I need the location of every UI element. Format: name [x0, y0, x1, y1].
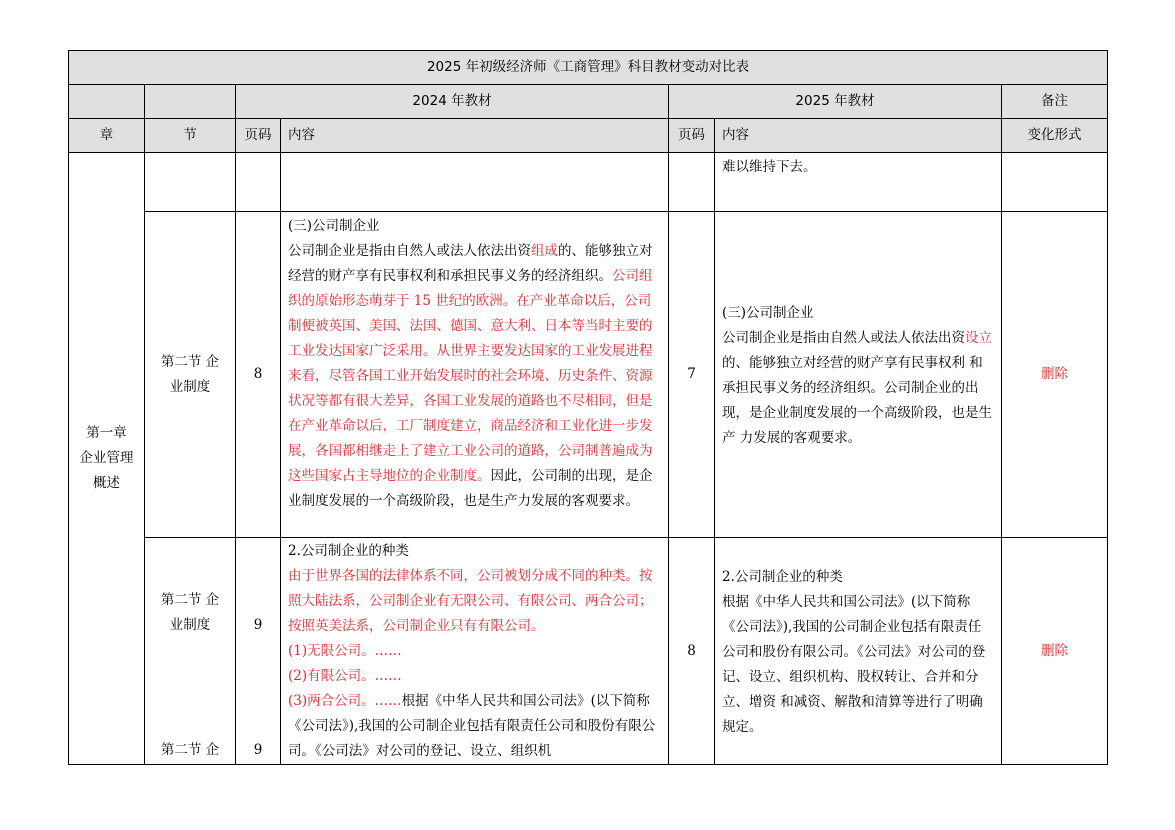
- header-change-type: 变化形式: [1002, 119, 1108, 153]
- header-note: 备注: [1002, 85, 1108, 119]
- section-cell: 第二节 企 业制度 第二节 企: [145, 538, 236, 765]
- change-type-cell: 删除: [1002, 212, 1108, 538]
- comparison-table: [68, 50, 1108, 765]
- chapter-cell: 第一章 企业管理 概述: [69, 153, 145, 765]
- change-type-cell: 删除: [1002, 538, 1108, 765]
- table-row: [69, 212, 1108, 538]
- page-2024-cell: 9 9: [236, 538, 281, 765]
- header-2024-textbook: 2024 年教材: [236, 85, 669, 119]
- table-title: 2025 年初级经济师《工商管理》科目教材变动对比表: [69, 51, 1108, 85]
- header-content-2025: 内容: [715, 119, 1002, 153]
- table-row: [69, 153, 1108, 212]
- header-content-2024: 内容: [281, 119, 669, 153]
- header-page-2025: 页码: [669, 119, 715, 153]
- header-2025-textbook: 2025 年教材: [669, 85, 1002, 119]
- page-2024-cell: 8: [236, 212, 281, 538]
- header-page-2024: 页码: [236, 119, 281, 153]
- section-cell: 第二节 企 业制度: [145, 212, 236, 538]
- content-2024-cell: (三)公司制企业 公司制企业是指由自然人或法人依法出资组成的、能够独立对经营的财产享有民事权利和承担民事义务的经济组织。公司组织的原始形态萌芽于 15 世纪的欧洲。在产业革命以后，公司制便被英国、美国、法国、德国、意大利、日本等当时主要的工业发达国家广泛采用。从世界主要发达国家的工业发展进程来看，尽管各国工业开始发展时的社会环境、历史条件、资源状况等都有很大差异，各国工业发展的道路也不尽相同，但是在产业革命以后，工厂制度建立，商品经济和工业化进一步发展，各国都相继走上了建立工业公司的道路，公司制普遍成为这些国家占主导地位的企业制度。因此，公司制的出现，是企业制度发展的一个高级阶段，也是生产力发展的客观要求。: [281, 212, 669, 538]
- content-2025-cell: (三)公司制企业 公司制企业是指由自然人或法人依法出资设立的、能够独立对经营的财产享有民事权利 和承担民事义务的经济组织。公司制企业的出现，是企业制度发展的一个高级阶段，也是生产 力发展的客观要求。: [715, 212, 1002, 538]
- page-2025-cell: 7: [669, 212, 715, 538]
- header-section: 节: [145, 119, 236, 153]
- page-2025-cell: 8: [669, 538, 715, 765]
- table-row: [69, 538, 1108, 765]
- content-2024-cell: 2.公司制企业的种类 由于世界各国的法律体系不同，公司被划分成不同的种类。按照大陆法系，公司制企业有无限公司、有限公司、两合公司；按照英美法系，公司制企业只有有限公司。 (1)无限公司。…… (2)有限公司。…… (3)两合公司。……根据《中华人民共和国公司法》(以下简称《公司法》),我国的公司制企业包括有限责任公司和股份有限公司。《公司法》对公司的登记、设立、组织机: [281, 538, 669, 765]
- content-2025-cell: 2.公司制企业的种类 根据《中华人民共和国公司法》(以下简称《公司法》),我国的公司制企业包括有限责任 公司和股份有限公司。《公司法》对公司的登记、设立、组织机构、股权转让、合并和分立、增资 和减资、解散和清算等进行了明确规定。: [715, 538, 1002, 765]
- header-chapter: 章: [69, 119, 145, 153]
- content-2025-cell: 难以维持下去。: [715, 153, 1002, 212]
